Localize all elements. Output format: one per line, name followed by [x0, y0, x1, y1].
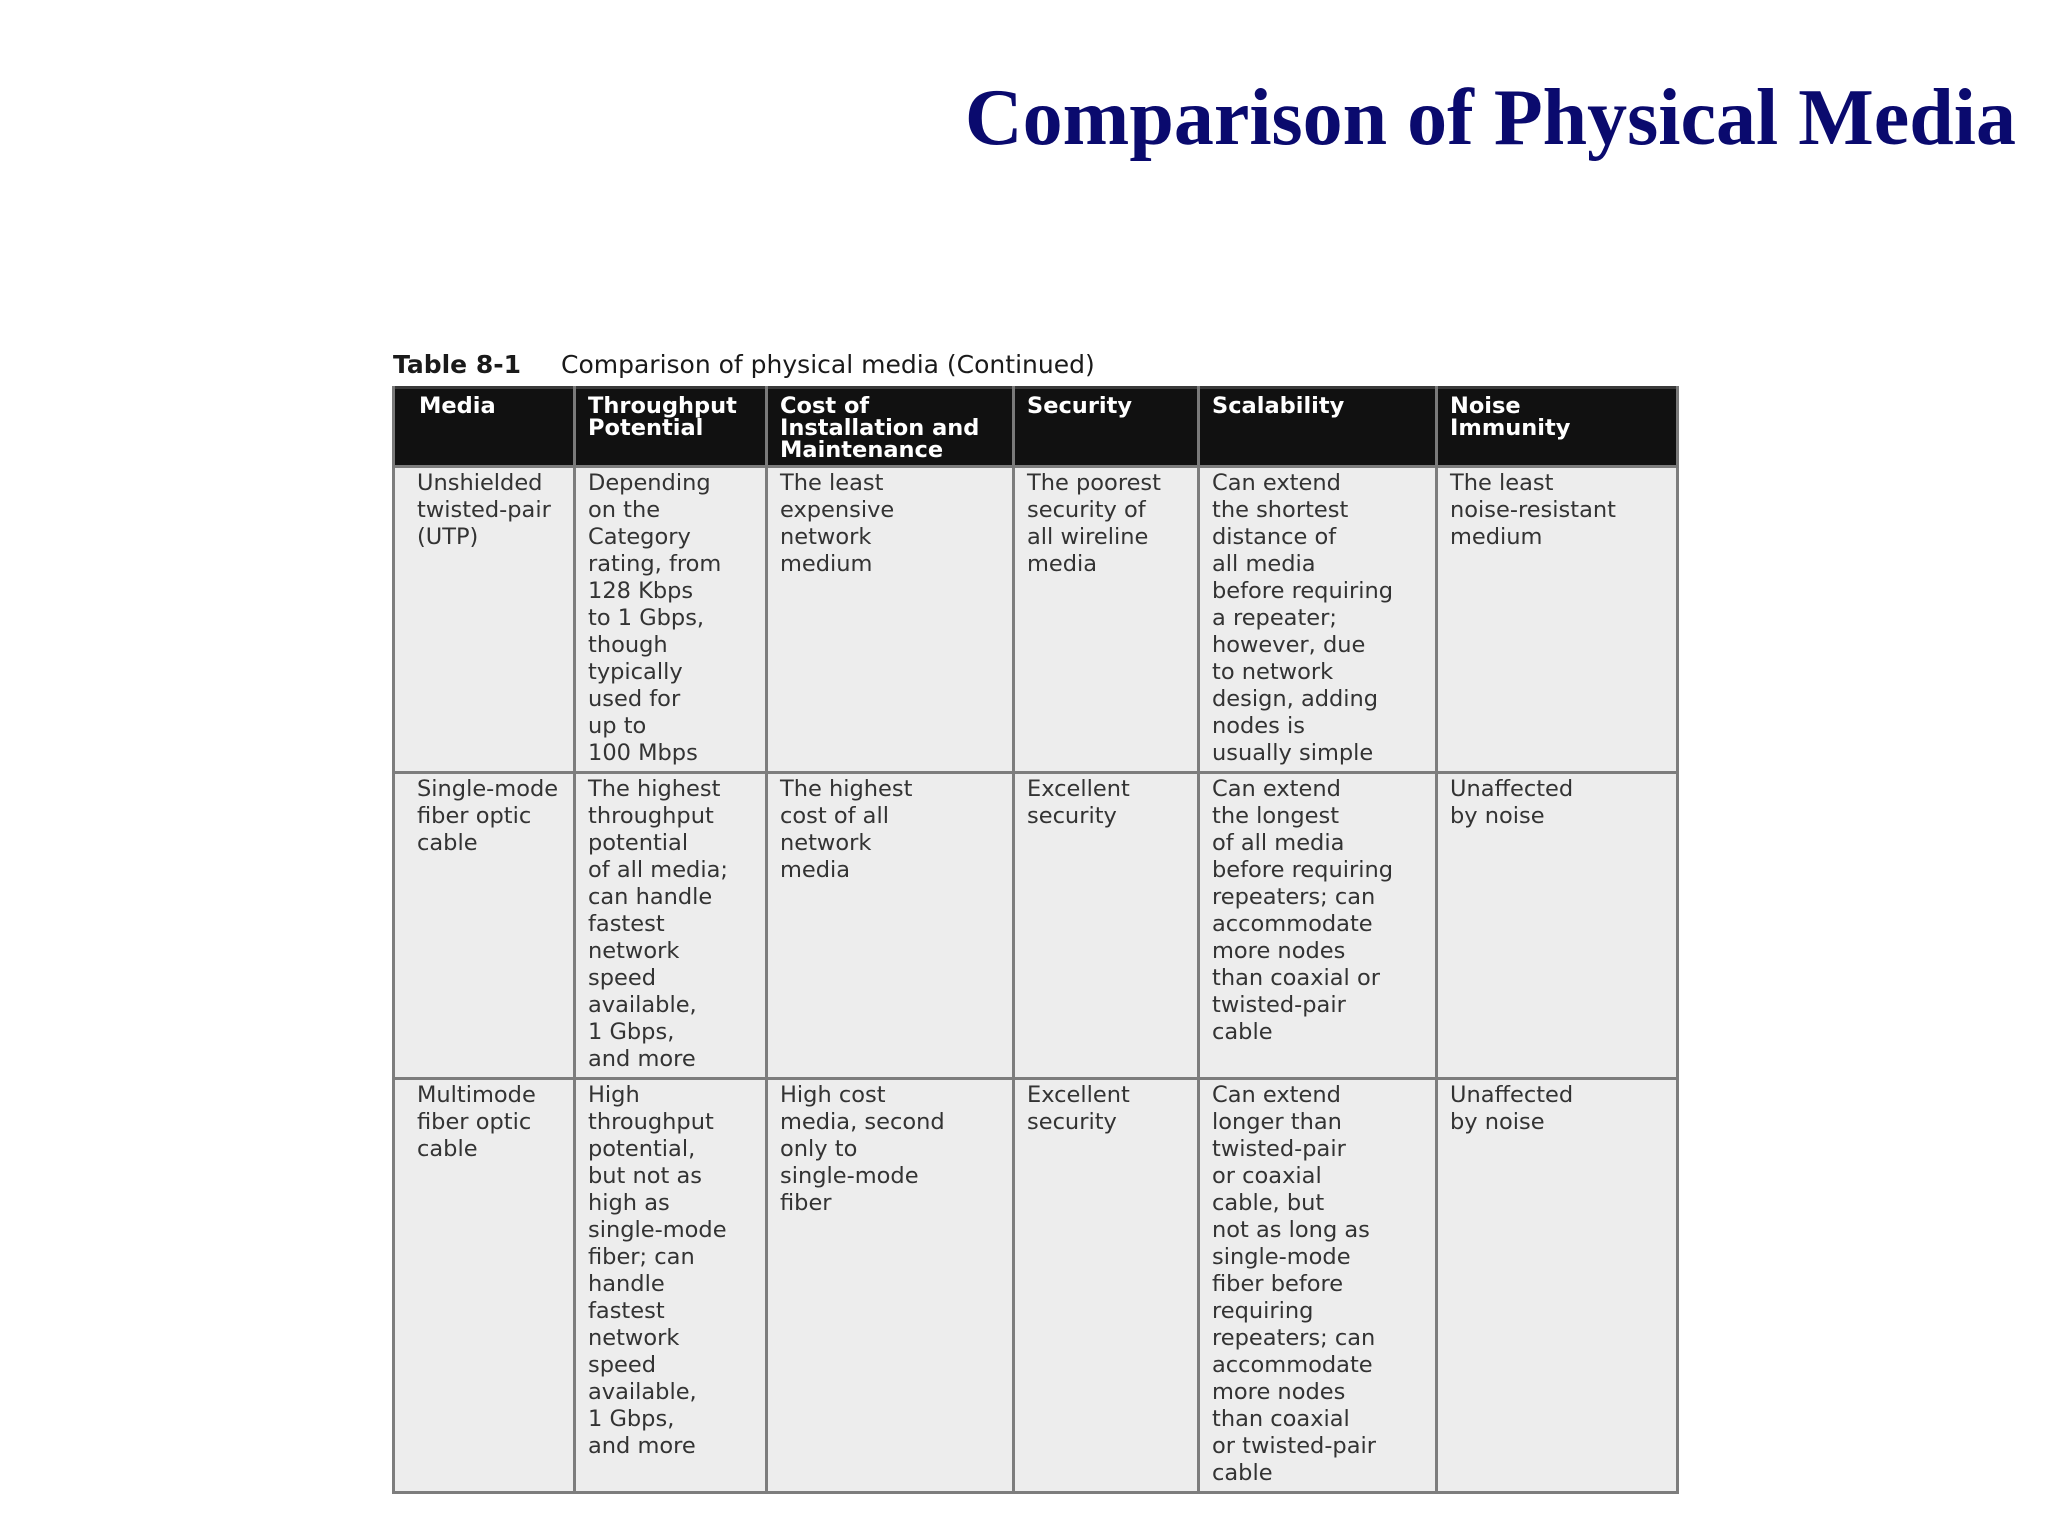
cell-cost: The least expensive network medium [767, 467, 1014, 773]
header-noise-immunity: Noise Immunity [1437, 388, 1678, 467]
cell-security: Excellent security [1014, 1079, 1199, 1493]
header-throughput-potential: Throughput Potential [575, 388, 767, 467]
cell-scalability: Can extend the longest of all media before requiring repeaters; can accommodate more nodes than coaxial or twisted-pair cable [1199, 773, 1437, 1079]
comparison-table [392, 386, 1679, 1494]
table-row [394, 1079, 1678, 1493]
cell-media: Single-mode fiber optic cable [394, 773, 575, 1079]
table-header-row [394, 388, 1678, 467]
header-security: Security [1014, 388, 1199, 467]
cell-throughput: High throughput potential, but not as high as single-mode fiber; can handle fastest network speed available, 1 Gbps, and more [575, 1079, 767, 1493]
cell-scalability: Can extend the shortest distance of all media before requiring a repeater; however, due to network design, adding nodes is usually simple [1199, 467, 1437, 773]
cell-security: The poorest security of all wireline media [1014, 467, 1199, 773]
table-caption-text: Comparison of physical media (Continued) [561, 350, 1095, 379]
header-cost: Cost of Installation and Maintenance [767, 388, 1014, 467]
cell-cost: The highest cost of all network media [767, 773, 1014, 1079]
cell-noise-immunity: The least noise-resistant medium [1437, 467, 1678, 773]
cell-noise-immunity: Unaffected by noise [1437, 1079, 1678, 1493]
table-row [394, 773, 1678, 1079]
cell-cost: High cost media, second only to single-mode fiber [767, 1079, 1014, 1493]
header-media: Media [394, 388, 575, 467]
table-caption-number: Table 8-1 [393, 350, 521, 379]
cell-noise-immunity: Unaffected by noise [1437, 773, 1678, 1079]
table-row [394, 467, 1678, 773]
slide-title: Comparison of Physical Media [964, 74, 2016, 162]
cell-media: Unshielded twisted-pair (UTP) [394, 467, 575, 773]
cell-security: Excellent security [1014, 773, 1199, 1079]
table-caption [393, 350, 1095, 379]
header-scalability: Scalability [1199, 388, 1437, 467]
cell-media: Multimode fiber optic cable [394, 1079, 575, 1493]
cell-throughput: The highest throughput potential of all media; can handle fastest network speed available, 1 Gbps, and more [575, 773, 767, 1079]
cell-scalability: Can extend longer than twisted-pair or coaxial cable, but not as long as single-mode fiber before requiring repeaters; can accommodate more nodes than coaxial or twisted-pair cable [1199, 1079, 1437, 1493]
cell-throughput: Depending on the Category rating, from 128 Kbps to 1 Gbps, though typically used for up to 100 Mbps [575, 467, 767, 773]
